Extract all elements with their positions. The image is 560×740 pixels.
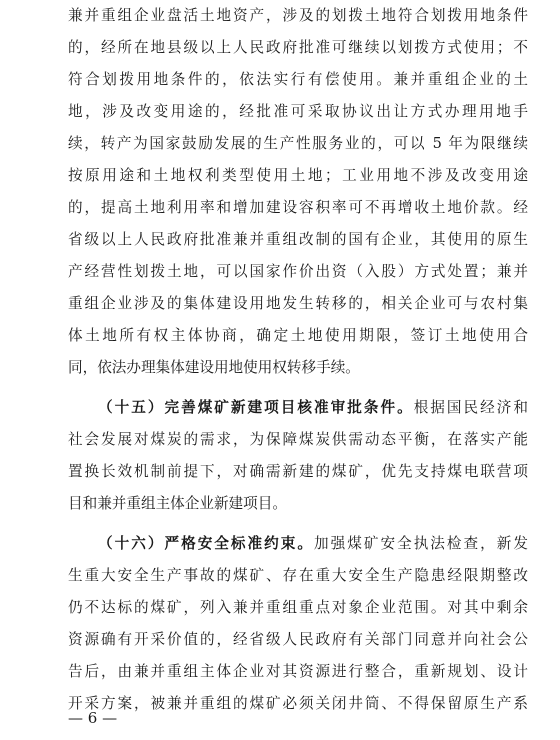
section-15-heading: （十五）完善煤矿新建项目核准审批条件。 bbox=[98, 399, 414, 416]
paragraph-land-use bbox=[68, 0, 528, 384]
text-line: 社会发展对煤炭的需求，为保障煤炭供需动态平衡，在落实产能 bbox=[68, 431, 528, 448]
text-line: 重组企业涉及的集体建设用地发生转移的，相关企业可与农村集 bbox=[68, 295, 528, 312]
text-line: 体土地所有权主体协商，确定土地使用期限，签订土地使用合 bbox=[68, 327, 528, 344]
section-15-text: 根据国民经济和 bbox=[413, 399, 528, 416]
text-line: 省级以上人民政府批准兼并重组改制的国有企业，其使用的原生 bbox=[68, 231, 528, 248]
text-line: 续，转产为国家鼓励发展的生产性服务业的，可以 5 年为限继续 bbox=[68, 135, 528, 152]
section-16-text: 加强煤矿安全执法检查，新发 bbox=[314, 535, 528, 552]
text-line: 兼并重组企业盘活土地资产，涉及的划拨土地符合划拨用地条件 bbox=[68, 7, 528, 24]
text-line: 资源确有开采价值的，经省级人民政府有关部门同意并向社会公 bbox=[68, 631, 528, 648]
text-line: 的，提高土地利用率和增加建设容积率可不再增收土地价款。经 bbox=[68, 199, 528, 216]
text-line: 地，涉及改变用途的，经批准可采取协议出让方式办理用地手 bbox=[68, 103, 528, 120]
section-16-paragraph bbox=[68, 528, 528, 720]
text-line: 仍不达标的煤矿，列入兼并重组重点对象企业范围。对其中剩余 bbox=[68, 599, 528, 616]
section-16-heading: （十六）严格安全标准约束。 bbox=[98, 535, 314, 552]
text-line: 开采方案，被兼并重组的煤矿必须关闭井筒、不得保留原生产系 bbox=[68, 695, 528, 712]
text-line: 的，经所在地县级以上人民政府批准可继续以划拨方式使用；不 bbox=[68, 39, 528, 56]
text-line: 生重大安全生产事故的煤矿、存在重大安全生产隐患经限期整改 bbox=[68, 567, 528, 584]
section-15-paragraph bbox=[68, 392, 528, 520]
text-line: 同，依法办理集体建设用地使用权转移手续。 bbox=[68, 359, 360, 376]
text-line: 置换长效机制前提下，对确需新建的煤矿，优先支持煤电联营项 bbox=[68, 463, 528, 480]
text-line: 按原用途和土地权利类型使用土地；工业用地不涉及改变用途 bbox=[68, 167, 528, 184]
text-line: 目和兼并重组主体企业新建项目。 bbox=[68, 495, 287, 512]
page-number: — 6 — bbox=[68, 709, 118, 727]
text-line: 产经营性划拨土地，可以国家作价出资（入股）方式处置；兼并 bbox=[68, 263, 528, 280]
text-line bbox=[68, 528, 528, 560]
text-line: 告后，由兼并重组主体企业对其资源进行整合，重新规划、设计 bbox=[68, 663, 528, 680]
text-line: 符合划拨用地条件的，依法实行有偿使用。兼并重组企业的土 bbox=[68, 71, 528, 88]
document-body bbox=[68, 0, 528, 720]
text-line bbox=[68, 392, 528, 424]
